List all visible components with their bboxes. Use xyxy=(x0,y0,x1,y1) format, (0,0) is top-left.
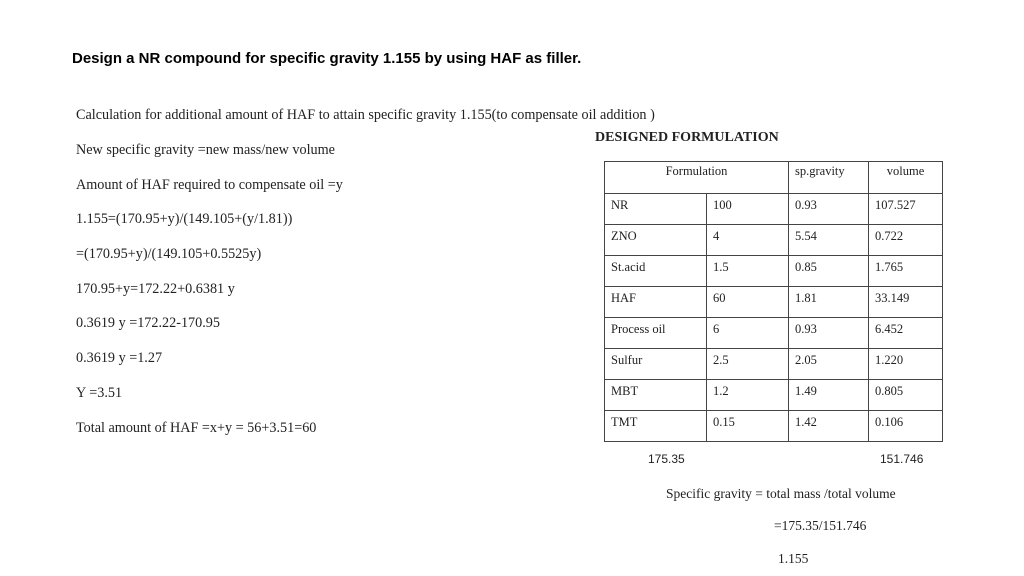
ingredient-volume: 0.805 xyxy=(869,380,943,411)
ingredient-name: NR xyxy=(605,194,707,225)
ingredient-sp-gravity: 1.42 xyxy=(789,411,869,442)
ingredient-sp-gravity: 5.54 xyxy=(789,225,869,256)
ingredient-name: St.acid xyxy=(605,256,707,287)
ingredient-sp-gravity: 1.49 xyxy=(789,380,869,411)
page-title: Design a NR compound for specific gravity 1.155 by using HAF as filler. xyxy=(72,50,582,67)
column-header-sp-gravity: sp.gravity xyxy=(789,162,869,194)
ingredient-name: ZNO xyxy=(605,225,707,256)
ingredient-name: Process oil xyxy=(605,318,707,349)
table-row xyxy=(605,318,943,349)
table-header-row xyxy=(605,162,943,194)
calc-line-intro: Calculation for additional amount of HAF to attain specific gravity 1.155(to compensate oil addition ) xyxy=(76,107,655,123)
ingredient-sp-gravity: 0.85 xyxy=(789,256,869,287)
ingredient-parts: 6 xyxy=(707,318,789,349)
specific-gravity-formula: Specific gravity = total mass /total volume xyxy=(666,486,896,501)
ingredient-volume: 107.527 xyxy=(869,194,943,225)
ingredient-name: MBT xyxy=(605,380,707,411)
ingredient-parts: 0.15 xyxy=(707,411,789,442)
ingredient-volume: 6.452 xyxy=(869,318,943,349)
calc-line-haf-required: Amount of HAF required to compensate oil =y xyxy=(76,177,343,193)
calc-line-step2: 170.95+y=172.22+0.6381 y xyxy=(76,281,235,297)
ingredient-volume: 1.765 xyxy=(869,256,943,287)
formulation-heading: DESIGNED FORMULATION xyxy=(595,130,779,145)
ingredient-parts: 2.5 xyxy=(707,349,789,380)
table-row xyxy=(605,256,943,287)
ingredient-sp-gravity: 2.05 xyxy=(789,349,869,380)
calc-line-equation: 1.155=(170.95+y)/(149.105+(y/1.81)) xyxy=(76,211,293,227)
ingredient-sp-gravity: 0.93 xyxy=(789,194,869,225)
specific-gravity-substitution: =175.35/151.746 xyxy=(774,518,867,533)
calc-line-step1: =(170.95+y)/(149.105+0.5525y) xyxy=(76,246,262,262)
ingredient-parts: 1.2 xyxy=(707,380,789,411)
ingredient-parts: 60 xyxy=(707,287,789,318)
ingredient-parts: 100 xyxy=(707,194,789,225)
total-mass: 175.35 xyxy=(648,452,685,466)
column-header-formulation: Formulation xyxy=(605,162,789,194)
calc-line-result: Y =3.51 xyxy=(76,385,123,401)
calc-line-step4: 0.3619 y =1.27 xyxy=(76,350,163,366)
table-row xyxy=(605,287,943,318)
ingredient-volume: 0.722 xyxy=(869,225,943,256)
table-row xyxy=(605,349,943,380)
ingredient-name: Sulfur xyxy=(605,349,707,380)
calc-line-step3: 0.3619 y =172.22-170.95 xyxy=(76,315,220,331)
ingredient-name: HAF xyxy=(605,287,707,318)
ingredient-volume: 0.106 xyxy=(869,411,943,442)
calc-line-total: Total amount of HAF =x+y = 56+3.51=60 xyxy=(76,420,317,436)
ingredient-volume: 1.220 xyxy=(869,349,943,380)
column-header-volume: volume xyxy=(869,162,943,194)
ingredient-volume: 33.149 xyxy=(869,287,943,318)
table-row xyxy=(605,225,943,256)
calc-line-definition: New specific gravity =new mass/new volume xyxy=(76,142,335,158)
ingredient-sp-gravity: 1.81 xyxy=(789,287,869,318)
specific-gravity-result: 1.155 xyxy=(778,551,809,566)
formulation-table xyxy=(604,161,943,442)
ingredient-parts: 4 xyxy=(707,225,789,256)
table-row xyxy=(605,194,943,225)
ingredient-sp-gravity: 0.93 xyxy=(789,318,869,349)
table-row xyxy=(605,380,943,411)
total-volume: 151.746 xyxy=(880,452,924,466)
table-row xyxy=(605,411,943,442)
ingredient-parts: 1.5 xyxy=(707,256,789,287)
ingredient-name: TMT xyxy=(605,411,707,442)
